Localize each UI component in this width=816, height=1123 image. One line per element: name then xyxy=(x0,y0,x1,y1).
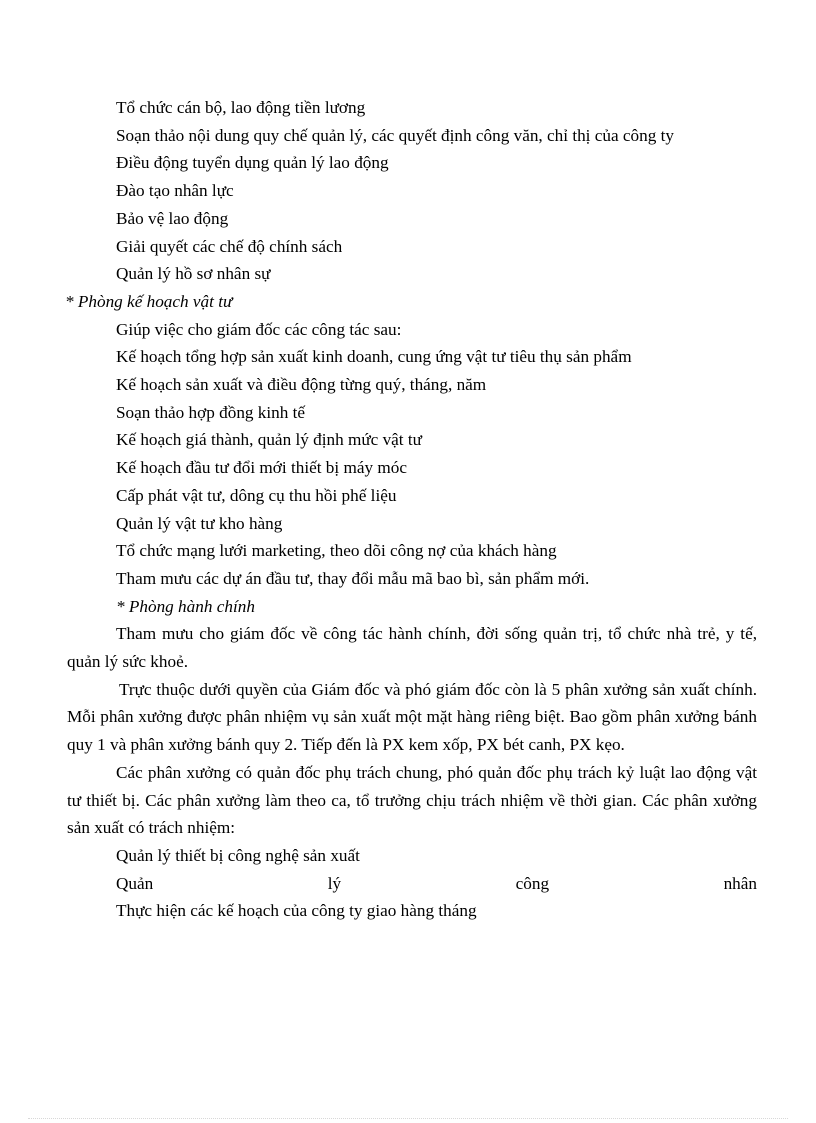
spread-line xyxy=(67,870,757,898)
word: lý xyxy=(327,873,342,893)
page-bottom-rule xyxy=(28,1118,788,1119)
paragraph: Thực hiện các kế hoạch của công ty giao hàng tháng xyxy=(116,901,477,921)
paragraph: Tổ chức mạng lưới marketing, theo dõi công nợ của khách hàng xyxy=(116,541,557,561)
paragraph: Đào tạo nhân lực xyxy=(116,181,234,201)
paragraph: Soạn thảo hợp đồng kinh tế xyxy=(116,402,306,422)
word: Quản xyxy=(116,873,154,893)
paragraph: Các phân xưởng có quản đốc phụ trách chung, phó quản đốc phụ trách kỷ luật lao động vật tư thiết bị. Các phân xưởng làm theo ca, tổ trưởng chịu trách nhiệm về thời gian. Các phân xưởng sản xuất có trách nhiệm: xyxy=(67,762,757,838)
paragraph: Tham mưu các dự án đầu tư, thay đổi mẫu mã bao bì, sản phẩm mới. xyxy=(116,568,590,588)
paragraph: Giúp việc cho giám đốc các công tác sau: xyxy=(116,319,402,339)
paragraph: Cấp phát vật tư, dông cụ thu hồi phế liệu xyxy=(116,485,397,505)
word: nhân xyxy=(723,873,757,893)
paragraph: Kế hoạch sản xuất và điều động từng quý, tháng, năm xyxy=(116,375,487,395)
paragraph: Kế hoạch giá thành, quản lý định mức vật tư xyxy=(116,430,422,450)
paragraph: Tổ chức cán bộ, lao động tiền lương xyxy=(116,98,366,117)
paragraph: Điều động tuyển dụng quản lý lao động xyxy=(116,153,389,173)
paragraph: Bảo vệ lao động xyxy=(116,208,229,228)
paragraph: Quản lý vật tư kho hàng xyxy=(116,513,283,533)
paragraph: Tham mưu cho giám đốc về công tác hành chính, đời sống quản trị, tổ chức nhà trẻ, y tế, quản lý sức khoẻ. xyxy=(67,624,757,672)
document-body xyxy=(67,94,757,925)
paragraph: Quản lý hồ sơ nhân sự xyxy=(116,264,271,284)
word: công xyxy=(515,873,550,893)
paragraph: Kế hoạch đầu tư đổi mới thiết bị máy móc xyxy=(116,458,407,478)
paragraph: Kế hoạch tổng hợp sản xuất kinh doanh, cung ứng vật tư tiêu thụ sản phẩm xyxy=(116,347,632,367)
paragraph: Trực thuộc dưới quyền của Giám đốc và phó giám đốc còn là 5 phân xưởng sản xuất chính. Mỗi phân xưởng được phân nhiệm vụ sản xuất một mặt hàng riêng biệt. Bao gồm phân xưởng bánh quy 1 và phân xưởng bánh quy 2. Tiếp đến là PX kem xốp, PX bét canh, PX kẹo. xyxy=(67,679,757,755)
section-heading-vat-tu: * Phòng kế hoạch vật tư xyxy=(65,291,233,311)
paragraph: Soạn thảo nội dung quy chế quản lý, các quyết định công văn, chỉ thị của công ty xyxy=(116,125,674,145)
section-heading-hanh-chinh: * Phòng hành chính xyxy=(116,596,255,616)
paragraph: Quản lý thiết bị công nghệ sản xuất xyxy=(116,845,360,865)
paragraph: Giải quyết các chế độ chính sách xyxy=(116,236,343,256)
